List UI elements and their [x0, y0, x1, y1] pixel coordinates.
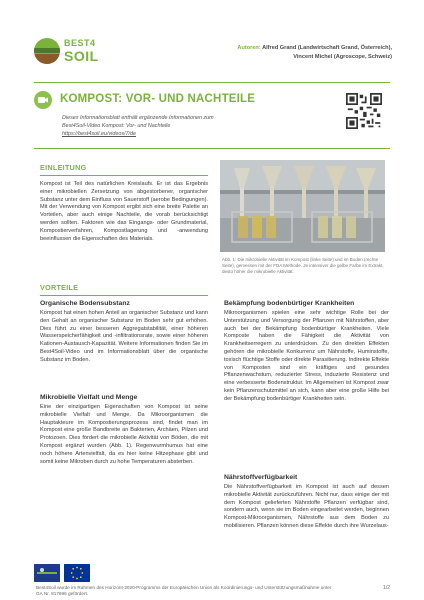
- logo-text-soil: SOIL: [64, 48, 99, 64]
- authors-label: Autoren:: [237, 45, 261, 51]
- eu-flag-icon: [64, 564, 90, 582]
- video-icon: [34, 91, 52, 109]
- subheading-bekaempfung-krankheiten: Bekämpfung bodenbürtiger Krankheiten: [224, 300, 355, 307]
- page-header: [0, 0, 424, 78]
- logo-globe-icon: [34, 38, 60, 64]
- author-1: Alfred Grand (Landwirtschaft Grand, Österreich),: [262, 45, 392, 51]
- einleitung-text: Kompost ist Teil des natürlichen Kreislaufs. Er ist das Ergebnis einer mikrobiellen Zersetzung von abgestorbener, organischer Substanz unter dem Einfluss von Sauerstoff (aerobe Bedingungen). Mit der Verwendung von Kompost ergibt sich eine breite Palette an Vorteilen, aber auch einige Nachteile, die vorab berücksichtigt werden sollten. Faktoren wie das Eingangs- oder Grundmaterial, Kompostierverfahren, Kompostlagerung und -anwendung beeinflussen die Eigenschaften des Materials.: [40, 181, 208, 242]
- author-2: Vincent Michel (Agroscope, Schweiz): [293, 54, 392, 60]
- page-number: 1/2: [383, 585, 390, 591]
- intro-line-1: Dieses Informationsblatt enthält ergänzende Informationen zum: [62, 115, 214, 121]
- subheading-organische-bodensubstanz: Organische Bodensubstanz: [40, 300, 130, 307]
- intro-line-2: Best4Soil-Video Kompost: Vor- und Nachteile: [62, 123, 171, 129]
- page-title: KOMPOST: VOR- UND NACHTEILE: [60, 93, 256, 105]
- subheading-naehrstoffverfuegbarkeit: Nährstoffverfügbarkeit: [224, 474, 298, 481]
- title-divider: [34, 148, 390, 149]
- section-heading-einleitung: EINLEITUNG: [40, 163, 87, 172]
- mikrobielle-vielfalt-text: Eine der einzigartigen Eigenschaften von Kompost ist seine mikrobielle Vielfalt und Menge. Da Mikroorganismen die Hauptakteure im Kompostierungsprozess sind, findet man im Kompost eine große Bandbreite an Bakterien, Archäen, Pilzen und Protozoen. Dies fördert die mikrobielle Aktivität von Böden, die mit Kompost ergänzt wurden (Abb. 1). Regenwurmhumus hat eine noch höhere Artenvielfalt, da es hier keine Hitzephase gibt und somit keine Mikroben durch zu hohe Temperaturen absterben.: [40, 404, 208, 465]
- page-footer: [34, 558, 390, 597]
- footer-funding-text: Best4Soil wurde im Rahmen des Horizont-2020-Programms der Europäischen Union als Koordinierungs- und Unterstützungsmaßnahme unter GA Nr. 817696 gefördert.: [36, 585, 332, 597]
- organische-bodensubstanz-text: Kompost hat einen hohen Anteil an organischer Substanz und kann den Gehalt an organischer Substanz im Boden sehr gut erhöhen. Dies führt zu einer besseren Aggregatstabilität, einer höheren Wasserspeicherfähigkeit und -infiltrationsrate, sowie einer höheren Kationen-Austausch-Kapazität. Weitere Informationen finden Sie im Best4Soil-Video und im Informationsblatt über die organische Substanz im Boden.: [40, 310, 208, 363]
- qr-code-icon[interactable]: [346, 93, 382, 129]
- einleitung-divider: [40, 175, 208, 176]
- intro-text: [62, 114, 312, 138]
- bekaempfung-krankheiten-text: Mikroorganismen spielen eine sehr wichtige Rolle bei der Unterstützung und Versorgung der Pflanzen mit Nährstoffen, aber auch bei der Bekämpfung bodenbürtiger Krankheiten. Viele Komposte haben die Fähigkeit die Aktivität von Krankheitserregern zu unterdrücken. Zu den direkten Effekten gehören die mikrobielle Konkurrenz um Nährstoffe, Huminstoffe, toxisch flüchtige Stoffe oder direkte Parasitierung. Indirekte Effekte von Komposten sind ein kräftiges und gesundes Pflanzenwachstum, reduzierter Stress, induzierte Resistenz und eine verbesserte Bodenstruktur. Im Allgemeinen ist Kompost zwar kein Pflanzenschutzmittel an sich, kann aber eine große Hilfe bei der Bekämpfung bodenbürtiger Krankheiten sein.: [224, 310, 389, 402]
- best4soil-logo: [34, 36, 102, 68]
- vorteile-divider: [40, 295, 208, 296]
- logo-text-best4: BEST4: [64, 38, 96, 48]
- compost-activity-photo: [220, 160, 385, 252]
- header-divider: [34, 82, 390, 83]
- naehrstoffverfuegbarkeit-text: Die Nährstoffverfügbarkeit im Kompost ist auch auf dessen mikrobielle Aktivität zurückzuführen. Nicht nur, dass einige der mit dem Kompost gelieferten Nährstoffe Pflanzen verfügbar sind, sondern auch, wenn sie im Boden eingearbeitet werden, beginnen Kompost-Mikroorganismen, Nährstoffe aus dem Boden zu mobilisieren. Pflanzen können diese Effekte durch ihre Wurzelaus-: [224, 484, 389, 529]
- title-row: [34, 90, 394, 110]
- authors-block: [237, 44, 392, 62]
- subheading-mikrobielle-vielfalt: Mikrobielle Vielfalt und Menge: [40, 394, 138, 401]
- video-link[interactable]: https://best4soil.eu/videos/7/de: [62, 131, 137, 137]
- photo-caption: Abb. 1: Die mikrobielle Aktivität im Kompost (linke Seite) und im Boden (rechte Seite), gemessen mit der FDA Methode. Je intensiver die gelbe Farbe im Extrakt, desto höher die mikrobielle Aktivität.: [222, 257, 384, 275]
- best4soil-footer-logo: [34, 564, 60, 582]
- section-heading-vorteile: VORTEILE: [40, 283, 79, 292]
